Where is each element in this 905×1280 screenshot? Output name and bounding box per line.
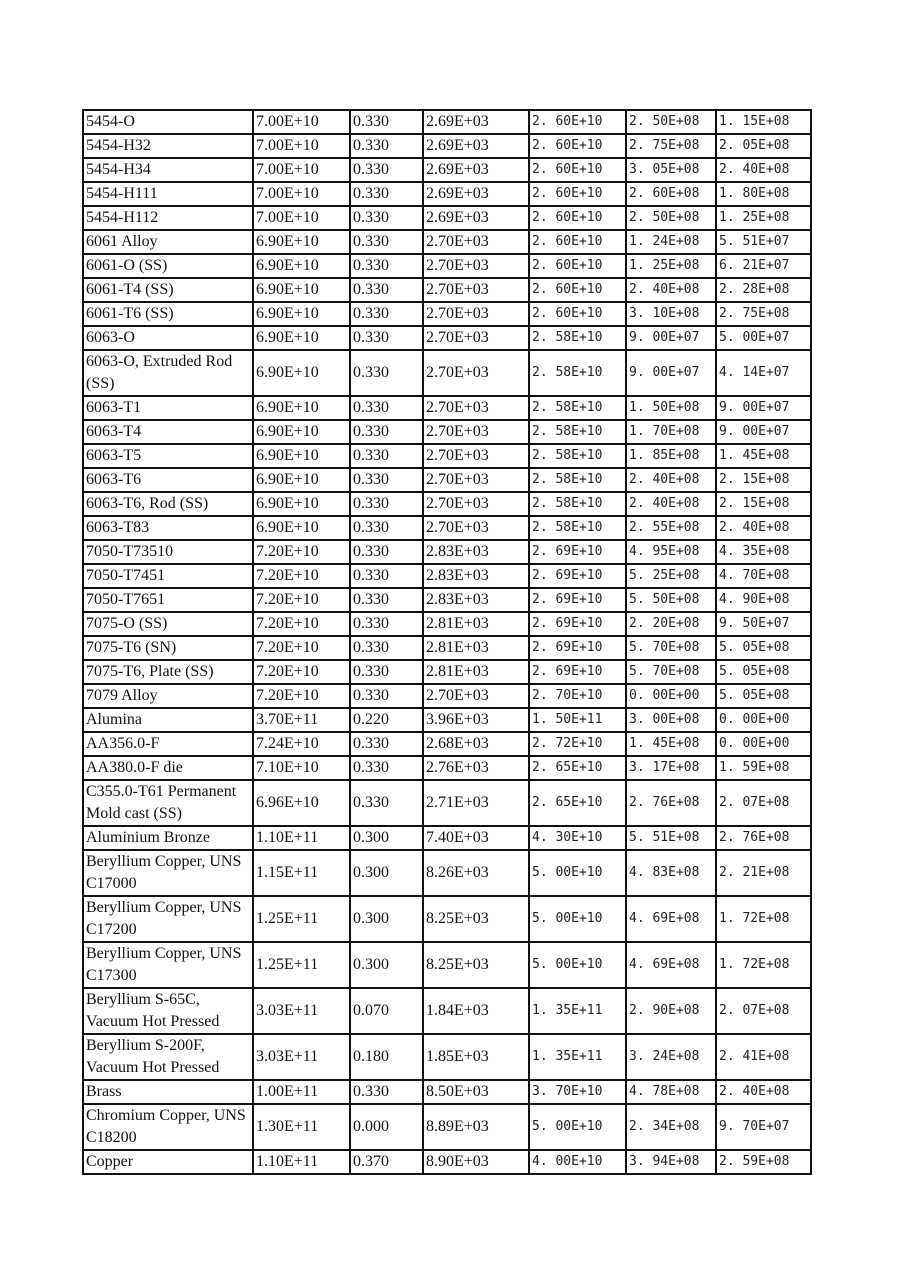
table-row [83,110,811,134]
density-cell: 8.90E+03 [423,1150,529,1174]
shear-modulus-cell: 5. 00E+10 [529,942,626,988]
table-row [83,444,811,468]
yield-strength-cell: 1. 59E+08 [716,756,811,780]
poisson-ratio-cell: 0.330 [350,636,423,660]
density-cell: 8.26E+03 [423,850,529,896]
elastic-modulus-cell: 6.90E+10 [253,302,350,326]
table-row [83,206,811,230]
shear-modulus-cell: 2. 58E+10 [529,468,626,492]
material-name-cell: Brass [83,1080,253,1104]
table-row [83,1150,811,1174]
tensile-strength-cell: 1. 85E+08 [626,444,716,468]
tensile-strength-cell: 9. 00E+07 [626,350,716,396]
yield-strength-cell: 2. 40E+08 [716,158,811,182]
table-row [83,350,811,396]
yield-strength-cell: 1. 15E+08 [716,110,811,134]
material-name-cell: AA380.0-F die [83,756,253,780]
density-cell: 2.70E+03 [423,516,529,540]
density-cell: 2.71E+03 [423,780,529,826]
table-row [83,468,811,492]
tensile-strength-cell: 2. 20E+08 [626,612,716,636]
elastic-modulus-cell: 7.20E+10 [253,564,350,588]
density-cell: 2.68E+03 [423,732,529,756]
table-row [83,254,811,278]
shear-modulus-cell: 1. 50E+11 [529,708,626,732]
shear-modulus-cell: 2. 60E+10 [529,158,626,182]
yield-strength-cell: 5. 05E+08 [716,684,811,708]
yield-strength-cell: 0. 00E+00 [716,732,811,756]
table-row [83,850,811,896]
elastic-modulus-cell: 7.00E+10 [253,158,350,182]
density-cell: 2.81E+03 [423,636,529,660]
elastic-modulus-cell: 6.90E+10 [253,444,350,468]
shear-modulus-cell: 2. 58E+10 [529,396,626,420]
table-row [83,182,811,206]
shear-modulus-cell: 3. 70E+10 [529,1080,626,1104]
density-cell: 7.40E+03 [423,826,529,850]
poisson-ratio-cell: 0.330 [350,134,423,158]
table-row [83,612,811,636]
shear-modulus-cell: 2. 60E+10 [529,182,626,206]
table-row [83,732,811,756]
shear-modulus-cell: 2. 69E+10 [529,660,626,684]
poisson-ratio-cell: 0.330 [350,468,423,492]
shear-modulus-cell: 2. 69E+10 [529,564,626,588]
elastic-modulus-cell: 7.20E+10 [253,636,350,660]
poisson-ratio-cell: 0.330 [350,206,423,230]
tensile-strength-cell: 2. 60E+08 [626,182,716,206]
table-row [83,780,811,826]
elastic-modulus-cell: 7.10E+10 [253,756,350,780]
material-name-cell: 6061-O (SS) [83,254,253,278]
yield-strength-cell: 9. 50E+07 [716,612,811,636]
material-name-cell: 6061 Alloy [83,230,253,254]
material-name-cell: 6061-T6 (SS) [83,302,253,326]
density-cell: 2.70E+03 [423,350,529,396]
elastic-modulus-cell: 3.03E+11 [253,1034,350,1080]
material-name-cell: Beryllium Copper, UNS C17000 [83,850,253,896]
yield-strength-cell: 1. 25E+08 [716,206,811,230]
yield-strength-cell: 2. 40E+08 [716,1080,811,1104]
tensile-strength-cell: 2. 40E+08 [626,278,716,302]
tensile-strength-cell: 3. 94E+08 [626,1150,716,1174]
material-name-cell: 7050-T73510 [83,540,253,564]
poisson-ratio-cell: 0.330 [350,254,423,278]
shear-modulus-cell: 2. 60E+10 [529,302,626,326]
material-name-cell: 7079 Alloy [83,684,253,708]
tensile-strength-cell: 1. 24E+08 [626,230,716,254]
shear-modulus-cell: 2. 58E+10 [529,350,626,396]
poisson-ratio-cell: 0.330 [350,326,423,350]
density-cell: 2.76E+03 [423,756,529,780]
material-name-cell: 6063-T6, Rod (SS) [83,492,253,516]
table-row [83,896,811,942]
poisson-ratio-cell: 0.330 [350,302,423,326]
material-name-cell: 7075-T6, Plate (SS) [83,660,253,684]
yield-strength-cell: 1. 80E+08 [716,182,811,206]
table-row [83,636,811,660]
density-cell: 2.69E+03 [423,206,529,230]
density-cell: 2.83E+03 [423,588,529,612]
poisson-ratio-cell: 0.300 [350,826,423,850]
poisson-ratio-cell: 0.330 [350,516,423,540]
density-cell: 2.83E+03 [423,564,529,588]
table-row [83,826,811,850]
elastic-modulus-cell: 6.90E+10 [253,230,350,254]
elastic-modulus-cell: 6.90E+10 [253,516,350,540]
elastic-modulus-cell: 7.20E+10 [253,588,350,612]
material-name-cell: Chromium Copper, UNS C18200 [83,1104,253,1150]
table-row [83,540,811,564]
shear-modulus-cell: 1. 35E+11 [529,1034,626,1080]
shear-modulus-cell: 5. 00E+10 [529,850,626,896]
material-name-cell: AA356.0-F [83,732,253,756]
tensile-strength-cell: 4. 95E+08 [626,540,716,564]
poisson-ratio-cell: 0.300 [350,850,423,896]
table-row [83,278,811,302]
density-cell: 8.25E+03 [423,896,529,942]
table-row [83,708,811,732]
density-cell: 2.69E+03 [423,182,529,206]
elastic-modulus-cell: 6.90E+10 [253,278,350,302]
poisson-ratio-cell: 0.330 [350,756,423,780]
yield-strength-cell: 4. 90E+08 [716,588,811,612]
elastic-modulus-cell: 1.00E+11 [253,1080,350,1104]
material-name-cell: 7075-T6 (SN) [83,636,253,660]
tensile-strength-cell: 2. 40E+08 [626,468,716,492]
elastic-modulus-cell: 1.30E+11 [253,1104,350,1150]
tensile-strength-cell: 9. 00E+07 [626,326,716,350]
density-cell: 1.85E+03 [423,1034,529,1080]
poisson-ratio-cell: 0.330 [350,230,423,254]
elastic-modulus-cell: 6.90E+10 [253,420,350,444]
tensile-strength-cell: 5. 70E+08 [626,660,716,684]
density-cell: 2.69E+03 [423,110,529,134]
shear-modulus-cell: 2. 69E+10 [529,540,626,564]
poisson-ratio-cell: 0.330 [350,660,423,684]
shear-modulus-cell: 2. 60E+10 [529,110,626,134]
elastic-modulus-cell: 7.20E+10 [253,660,350,684]
shear-modulus-cell: 4. 00E+10 [529,1150,626,1174]
tensile-strength-cell: 4. 69E+08 [626,942,716,988]
shear-modulus-cell: 2. 58E+10 [529,492,626,516]
yield-strength-cell: 4. 70E+08 [716,564,811,588]
elastic-modulus-cell: 3.03E+11 [253,988,350,1034]
shear-modulus-cell: 2. 58E+10 [529,326,626,350]
poisson-ratio-cell: 0.330 [350,158,423,182]
poisson-ratio-cell: 0.330 [350,732,423,756]
shear-modulus-cell: 5. 00E+10 [529,896,626,942]
tensile-strength-cell: 4. 69E+08 [626,896,716,942]
tensile-strength-cell: 2. 75E+08 [626,134,716,158]
table-row [83,230,811,254]
yield-strength-cell: 1. 72E+08 [716,942,811,988]
poisson-ratio-cell: 0.220 [350,708,423,732]
density-cell: 2.70E+03 [423,468,529,492]
tensile-strength-cell: 0. 00E+00 [626,684,716,708]
yield-strength-cell: 5. 51E+07 [716,230,811,254]
yield-strength-cell: 2. 41E+08 [716,1034,811,1080]
elastic-modulus-cell: 7.00E+10 [253,182,350,206]
poisson-ratio-cell: 0.330 [350,278,423,302]
yield-strength-cell: 2. 05E+08 [716,134,811,158]
tensile-strength-cell: 2. 76E+08 [626,780,716,826]
tensile-strength-cell: 2. 55E+08 [626,516,716,540]
shear-modulus-cell: 1. 35E+11 [529,988,626,1034]
density-cell: 2.70E+03 [423,396,529,420]
density-cell: 8.50E+03 [423,1080,529,1104]
shear-modulus-cell: 2. 72E+10 [529,732,626,756]
elastic-modulus-cell: 7.20E+10 [253,540,350,564]
shear-modulus-cell: 2. 60E+10 [529,134,626,158]
elastic-modulus-cell: 6.90E+10 [253,492,350,516]
tensile-strength-cell: 2. 90E+08 [626,988,716,1034]
elastic-modulus-cell: 1.25E+11 [253,942,350,988]
yield-strength-cell: 2. 21E+08 [716,850,811,896]
table-row [83,302,811,326]
table-row [83,942,811,988]
shear-modulus-cell: 2. 65E+10 [529,756,626,780]
table-row [83,1080,811,1104]
elastic-modulus-cell: 1.10E+11 [253,1150,350,1174]
elastic-modulus-cell: 6.90E+10 [253,350,350,396]
density-cell: 2.70E+03 [423,302,529,326]
elastic-modulus-cell: 6.90E+10 [253,326,350,350]
poisson-ratio-cell: 0.330 [350,684,423,708]
tensile-strength-cell: 5. 70E+08 [626,636,716,660]
material-name-cell: Beryllium Copper, UNS C17300 [83,942,253,988]
material-name-cell: 7050-T7651 [83,588,253,612]
material-name-cell: 6063-O [83,326,253,350]
material-name-cell: Alumina [83,708,253,732]
elastic-modulus-cell: 7.20E+10 [253,684,350,708]
material-name-cell: 6061-T4 (SS) [83,278,253,302]
tensile-strength-cell: 3. 24E+08 [626,1034,716,1080]
tensile-strength-cell: 3. 17E+08 [626,756,716,780]
yield-strength-cell: 9. 70E+07 [716,1104,811,1150]
yield-strength-cell: 1. 45E+08 [716,444,811,468]
material-name-cell: 7075-O (SS) [83,612,253,636]
density-cell: 8.89E+03 [423,1104,529,1150]
density-cell: 2.70E+03 [423,444,529,468]
material-properties-table [82,109,812,1175]
poisson-ratio-cell: 0.180 [350,1034,423,1080]
material-name-cell: 7050-T7451 [83,564,253,588]
elastic-modulus-cell: 7.24E+10 [253,732,350,756]
table-row [83,420,811,444]
poisson-ratio-cell: 0.330 [350,396,423,420]
tensile-strength-cell: 2. 40E+08 [626,492,716,516]
poisson-ratio-cell: 0.330 [350,110,423,134]
poisson-ratio-cell: 0.300 [350,942,423,988]
table-row [83,684,811,708]
tensile-strength-cell: 5. 51E+08 [626,826,716,850]
elastic-modulus-cell: 6.90E+10 [253,254,350,278]
tensile-strength-cell: 4. 83E+08 [626,850,716,896]
density-cell: 2.70E+03 [423,230,529,254]
material-name-cell: Aluminium Bronze [83,826,253,850]
yield-strength-cell: 5. 00E+07 [716,326,811,350]
poisson-ratio-cell: 0.370 [350,1150,423,1174]
yield-strength-cell: 2. 76E+08 [716,826,811,850]
yield-strength-cell: 2. 75E+08 [716,302,811,326]
table-row [83,1034,811,1080]
poisson-ratio-cell: 0.000 [350,1104,423,1150]
poisson-ratio-cell: 0.330 [350,182,423,206]
density-cell: 2.69E+03 [423,158,529,182]
poisson-ratio-cell: 0.330 [350,564,423,588]
shear-modulus-cell: 2. 69E+10 [529,588,626,612]
poisson-ratio-cell: 0.300 [350,896,423,942]
yield-strength-cell: 9. 00E+07 [716,420,811,444]
material-name-cell: 6063-T1 [83,396,253,420]
density-cell: 1.84E+03 [423,988,529,1034]
density-cell: 2.69E+03 [423,134,529,158]
density-cell: 2.70E+03 [423,492,529,516]
table-row [83,1104,811,1150]
material-name-cell: Beryllium Copper, UNS C17200 [83,896,253,942]
elastic-modulus-cell: 6.90E+10 [253,396,350,420]
shear-modulus-cell: 2. 60E+10 [529,254,626,278]
material-name-cell: 5454-H111 [83,182,253,206]
shear-modulus-cell: 2. 70E+10 [529,684,626,708]
elastic-modulus-cell: 1.25E+11 [253,896,350,942]
yield-strength-cell: 1. 72E+08 [716,896,811,942]
shear-modulus-cell: 5. 00E+10 [529,1104,626,1150]
shear-modulus-cell: 2. 58E+10 [529,420,626,444]
material-name-cell: 6063-T83 [83,516,253,540]
elastic-modulus-cell: 7.00E+10 [253,110,350,134]
table-body [83,110,811,1174]
shear-modulus-cell: 2. 58E+10 [529,444,626,468]
tensile-strength-cell: 5. 50E+08 [626,588,716,612]
elastic-modulus-cell: 7.00E+10 [253,134,350,158]
material-name-cell: 6063-T5 [83,444,253,468]
shear-modulus-cell: 2. 69E+10 [529,636,626,660]
tensile-strength-cell: 3. 05E+08 [626,158,716,182]
yield-strength-cell: 6. 21E+07 [716,254,811,278]
table-row [83,492,811,516]
elastic-modulus-cell: 1.15E+11 [253,850,350,896]
shear-modulus-cell: 2. 60E+10 [529,278,626,302]
elastic-modulus-cell: 7.00E+10 [253,206,350,230]
material-name-cell: 5454-H112 [83,206,253,230]
density-cell: 2.70E+03 [423,326,529,350]
table-row [83,158,811,182]
material-name-cell: 6063-O, Extruded Rod (SS) [83,350,253,396]
density-cell: 2.81E+03 [423,612,529,636]
material-name-cell: 5454-H34 [83,158,253,182]
poisson-ratio-cell: 0.330 [350,420,423,444]
tensile-strength-cell: 2. 50E+08 [626,206,716,230]
table-row [83,134,811,158]
shear-modulus-cell: 2. 69E+10 [529,612,626,636]
elastic-modulus-cell: 6.96E+10 [253,780,350,826]
density-cell: 2.83E+03 [423,540,529,564]
tensile-strength-cell: 5. 25E+08 [626,564,716,588]
density-cell: 2.70E+03 [423,684,529,708]
density-cell: 8.25E+03 [423,942,529,988]
table-row [83,516,811,540]
yield-strength-cell: 2. 40E+08 [716,516,811,540]
tensile-strength-cell: 4. 78E+08 [626,1080,716,1104]
table-row [83,396,811,420]
poisson-ratio-cell: 0.330 [350,612,423,636]
poisson-ratio-cell: 0.330 [350,540,423,564]
material-name-cell: C355.0-T61 Permanent Mold cast (SS) [83,780,253,826]
poisson-ratio-cell: 0.330 [350,350,423,396]
yield-strength-cell: 2. 59E+08 [716,1150,811,1174]
yield-strength-cell: 4. 14E+07 [716,350,811,396]
tensile-strength-cell: 1. 50E+08 [626,396,716,420]
shear-modulus-cell: 2. 60E+10 [529,230,626,254]
elastic-modulus-cell: 1.10E+11 [253,826,350,850]
tensile-strength-cell: 3. 10E+08 [626,302,716,326]
poisson-ratio-cell: 0.330 [350,588,423,612]
shear-modulus-cell: 4. 30E+10 [529,826,626,850]
tensile-strength-cell: 1. 25E+08 [626,254,716,278]
yield-strength-cell: 9. 00E+07 [716,396,811,420]
tensile-strength-cell: 1. 45E+08 [626,732,716,756]
material-name-cell: Copper [83,1150,253,1174]
density-cell: 2.81E+03 [423,660,529,684]
material-name-cell: Beryllium S-200F, Vacuum Hot Pressed [83,1034,253,1080]
yield-strength-cell: 2. 07E+08 [716,988,811,1034]
tensile-strength-cell: 2. 34E+08 [626,1104,716,1150]
yield-strength-cell: 5. 05E+08 [716,636,811,660]
table-row [83,660,811,684]
yield-strength-cell: 5. 05E+08 [716,660,811,684]
elastic-modulus-cell: 3.70E+11 [253,708,350,732]
table-row [83,988,811,1034]
poisson-ratio-cell: 0.330 [350,1080,423,1104]
tensile-strength-cell: 3. 00E+08 [626,708,716,732]
shear-modulus-cell: 2. 60E+10 [529,206,626,230]
yield-strength-cell: 2. 07E+08 [716,780,811,826]
poisson-ratio-cell: 0.330 [350,444,423,468]
elastic-modulus-cell: 7.20E+10 [253,612,350,636]
table-row [83,756,811,780]
yield-strength-cell: 2. 15E+08 [716,468,811,492]
tensile-strength-cell: 2. 50E+08 [626,110,716,134]
elastic-modulus-cell: 6.90E+10 [253,468,350,492]
material-name-cell: 5454-H32 [83,134,253,158]
yield-strength-cell: 2. 15E+08 [716,492,811,516]
material-name-cell: Beryllium S-65C, Vacuum Hot Pressed [83,988,253,1034]
density-cell: 2.70E+03 [423,254,529,278]
table-row [83,588,811,612]
tensile-strength-cell: 1. 70E+08 [626,420,716,444]
material-name-cell: 6063-T6 [83,468,253,492]
material-name-cell: 5454-O [83,110,253,134]
material-name-cell: 6063-T4 [83,420,253,444]
table-row [83,564,811,588]
yield-strength-cell: 2. 28E+08 [716,278,811,302]
shear-modulus-cell: 2. 58E+10 [529,516,626,540]
table-row [83,326,811,350]
poisson-ratio-cell: 0.330 [350,780,423,826]
density-cell: 3.96E+03 [423,708,529,732]
poisson-ratio-cell: 0.330 [350,492,423,516]
shear-modulus-cell: 2. 65E+10 [529,780,626,826]
poisson-ratio-cell: 0.070 [350,988,423,1034]
yield-strength-cell: 0. 00E+00 [716,708,811,732]
density-cell: 2.70E+03 [423,278,529,302]
density-cell: 2.70E+03 [423,420,529,444]
yield-strength-cell: 4. 35E+08 [716,540,811,564]
